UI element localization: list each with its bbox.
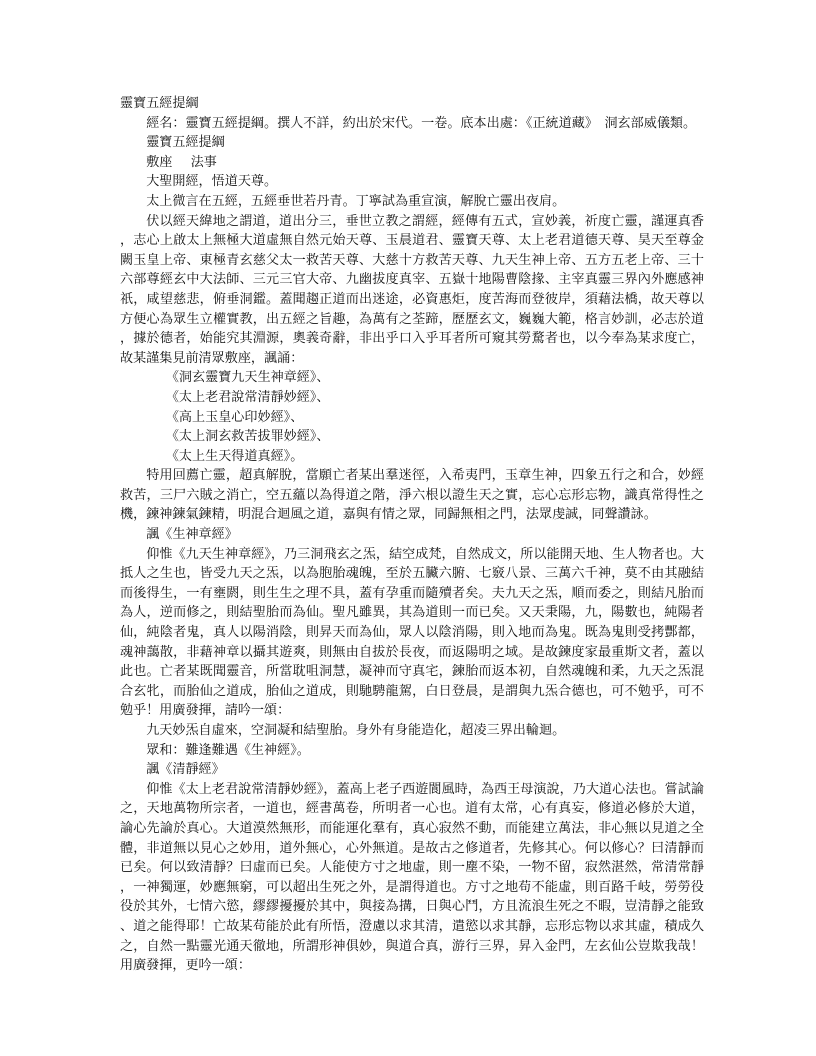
chorus-text: 難逢難遇《生神經》。 — [185, 742, 310, 758]
scripture-item: 《太上洞玄救苦拔罪妙經》、 — [165, 429, 330, 445]
document-page — [120, 94, 704, 976]
chorus-line — [120, 741, 704, 761]
paragraph-qingjing: 仰惟《太上老君說常清靜妙經》，蓋高上老子西遊閬風時，為西王母演說，乃大道心法也。嘗試論之，天地萬物所宗者，一道也，經書萬卷，所明者一心也。道有太常，心有真妄，修道必修於大道，論心先論於真心。大道漠然無形，而能運化羣有，真心寂然不動，而能建立萬法，非心無以見道之全體，非道無以見心之妙用，道外無心，心外無道。是故古之修道者，先修其心。何以修心？曰清靜而已矣。何以致清靜？曰虛而已矣。人能使方寸之地虛，則一塵不染，一物不留，寂然湛然，常清常靜，一神獨運，妙應無窮，可以超出生死之外，是謂得道也。方寸之地苟不能虛，則百路千岐，勞勞役役於其外，七情六慾，繆繆擾擾於其中，與接為搆，日與心鬥，方且流浪生死之不暇，豈清靜之能致、道之能得耶！亡故某苟能於此有所悟，澄慮以求其清，遣慾以求其靜，忘形忘物以求其虛，積成久之，自然一點靈光通天徹地，所謂形神俱妙，與道合真，游行三界，昇入金門，左玄仙公豈欺我哉！用廣發揮，更吟一頌： — [120, 781, 704, 974]
invocation-line: 大聖開經，悟道天尊。 — [146, 174, 278, 190]
ritual-heading-right: 法事 — [190, 154, 217, 170]
paragraph-shengshen: 仰惟《九天生神章經》，乃三洞飛玄之炁，結空成梵，自然成文，所以能開天地、生人物者也。大抵人之生也，皆受九天之炁，以為胞胎魂魄，至於五臟六腑、七竅八景、三萬六千神，莫不由其融結而後得生，一有壅閼，則生生之理不具，蓋有孕重而隨殰者矣。夫九天之炁，順而委之，則結凡胎而為人，逆而修之，則結聖胎而為仙。聖凡雖異，其為道則一而已矣。又天秉陽，九，陽數也，純陽者仙，純陰者鬼，真人以陽消陰，則昇天而為仙，眾人以陰消陽，則入地而為鬼。既為鬼則受拷酆都，魂神藹散，非藉神章以攝其遊爽，則無由自拔於長夜，而返陽明之域。是故鍊度家最重斯文者，蓋以此也。亡者某既聞靈音，所當耽咀洞慧，凝神而守真宅，鍊胎而返本初，自然魂魄和柔，九天之炁混合玄牝，而胎仙之道成，胎仙之道成，則馳騁龍駕，白日登晨，是謂與九炁合德也，可不勉乎，可不勉乎！用廣發揮，請吟一頌： — [120, 546, 704, 719]
ritual-heading-left: 敷座 — [146, 154, 173, 170]
paragraph-dedication: 特用回薦亡靈，超真解脫，當願亡者某出羣迷徑，入希夷門，玉章生神，四象五行之和合，妙經救苦，三尸六賊之消亡，空五蘊以為得道之階，淨六根以證生天之實，忘心忘形忘物，識真常得性之機，鍊神鍊氣鍊精，明混合迴風之道，嘉與有情之眾，同歸無相之門，法眾虔誠，同聲讚詠。 — [120, 468, 704, 523]
scripture-list — [120, 368, 704, 466]
heading-shengshen: 諷《生神章經》 — [146, 527, 238, 543]
scripture-item: 《太上老君說常清靜妙經》、 — [165, 389, 330, 405]
scripture-item: 《高上玉皇心印妙經》、 — [165, 409, 304, 425]
section-title: 靈寶五經提綱 — [146, 135, 225, 151]
scripture-item: 《洞玄靈寶九天生神章經》、 — [165, 370, 330, 386]
document-meta: 經名：靈寶五經提綱。撰人不詳，約出於宋代。一卷。底本出處：《正統道藏》 洞玄部威儀類。 — [146, 115, 697, 131]
paragraph-invocation: 伏以經天緯地之謂道，道出分三，垂世立教之謂經，經傳有五式，宣妙義，祈度亡靈，謹運真香，志心上啟太上無極大道虛無自然元始天尊、玉晨道君、靈寶天尊、太上老君道德天尊、昊天至尊金闕玉皇上帝、東極青玄慈父太一救苦天尊、大慈十方救苦天尊、九天生神上帝、五方五老上帝、三十六部尊經玄中大法師、三元三官大帝、九幽拔度真宰、五嶽十地陽曹陰掾、主宰真靈三界內外應感神祇，咸望慈悲，俯垂洞鑑。蓋聞趨正道而出迷途，必資惠炬，度苦海而登彼岸，須藉法橋，故天尊以方便心為眾生立權實教，出五經之旨趣，為萬有之荃蹄，歷歷玄文，巍巍大範，格言妙訓，必志於道，據於德者，始能究其淵源，奧義奇辭，非出乎口入乎耳者所可窺其勞騖者也，以今奉為某求度亡，故某謹集見前清眾敷座，諷誦： — [120, 213, 704, 366]
document-title: 靈寶五經提綱 — [120, 96, 199, 111]
chorus-label: 眾和： — [146, 742, 186, 758]
scripture-item: 《太上生天得道真經》。 — [165, 448, 304, 464]
ritual-heading — [120, 153, 704, 173]
heading-qingjing: 諷《清靜經》 — [146, 762, 225, 778]
opening-verse: 太上微言在五經，五經垂世若丹青。丁寧試為重宣演，解脫亡靈出夜肩。 — [146, 193, 566, 209]
verse-shengshen: 九天妙炁自虛來，空洞凝和結聖胎。身外有身能造化，超凌三界出輪迴。 — [146, 723, 566, 738]
